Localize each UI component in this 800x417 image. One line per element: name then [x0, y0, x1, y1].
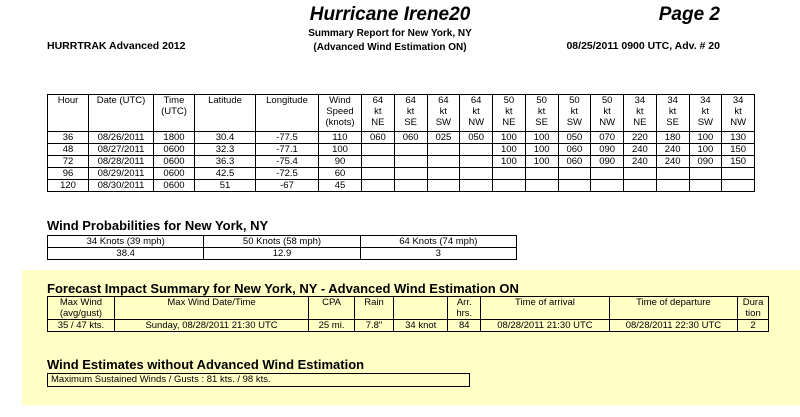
impact-cell: 08/28/2011 21:30 UTC: [481, 320, 609, 332]
forecast-cell: 48: [48, 144, 89, 156]
forecast-cell: [460, 168, 493, 180]
forecast-cell: [362, 144, 395, 156]
forecast-cell: -67: [256, 180, 319, 192]
forecast-cell: [689, 168, 722, 180]
probabilities-value-row: [48, 248, 517, 260]
forecast-cell: 0600: [154, 144, 195, 156]
table-row: [48, 132, 755, 144]
forecast-header-cell: 50 kt SE: [525, 95, 558, 132]
forecast-header-cell: 34 kt NW: [722, 95, 755, 132]
forecast-header-cell: Longitude: [256, 95, 319, 132]
estimates-box: Maximum Sustained Winds / Gusts : 81 kts. / 98 kts.: [47, 373, 470, 387]
forecast-cell: 30.4: [195, 132, 256, 144]
forecast-cell: [362, 156, 395, 168]
forecast-header-cell: 34 kt SW: [689, 95, 722, 132]
forecast-cell: 220: [624, 132, 657, 144]
impact-header-cell: Time of departure: [609, 297, 737, 320]
prob-value-34kt: 38.4: [48, 248, 204, 260]
forecast-header-cell: 34 kt NE: [624, 95, 657, 132]
forecast-cell: 08/27/2011: [89, 144, 154, 156]
table-row: [48, 180, 755, 192]
forecast-cell: 1800: [154, 132, 195, 144]
forecast-cell: [558, 180, 591, 192]
app-name: HURRTRAK Advanced 2012: [47, 40, 186, 52]
impact-header-cell: CPA: [309, 297, 355, 320]
forecast-cell: 050: [558, 132, 591, 144]
forecast-cell: 060: [558, 156, 591, 168]
forecast-cell: 090: [591, 156, 624, 168]
forecast-cell: [558, 168, 591, 180]
forecast-cell: 32.3: [195, 144, 256, 156]
impact-cell: 7.8": [354, 320, 393, 332]
forecast-cell: 100: [493, 144, 526, 156]
subtitle-line-1: Summary Report for New York, NY: [308, 28, 472, 39]
subtitle-line-2: (Advanced Wind Estimation ON): [313, 42, 467, 53]
forecast-cell: [656, 180, 689, 192]
forecast-cell: [427, 168, 460, 180]
forecast-cell: 025: [427, 132, 460, 144]
forecast-cell: 060: [394, 132, 427, 144]
impact-cell: 84: [448, 320, 481, 332]
impact-cell: 08/28/2011 22:30 UTC: [609, 320, 737, 332]
forecast-cell: 130: [722, 132, 755, 144]
impact-header-cell: Dura tion: [738, 297, 769, 320]
forecast-cell: [656, 168, 689, 180]
forecast-header-cell: 50 kt NW: [591, 95, 624, 132]
forecast-cell: 150: [722, 144, 755, 156]
forecast-cell: [493, 180, 526, 192]
forecast-cell: [460, 156, 493, 168]
forecast-cell: [427, 144, 460, 156]
prob-header-50kt: 50 Knots (58 mph): [204, 236, 360, 248]
forecast-cell: -77.5: [256, 132, 319, 144]
table-row: [48, 156, 755, 168]
forecast-cell: [591, 180, 624, 192]
forecast-cell: [624, 168, 657, 180]
forecast-cell: 240: [624, 144, 657, 156]
forecast-cell: 45: [319, 180, 362, 192]
forecast-cell: -72.5: [256, 168, 319, 180]
forecast-cell: [460, 144, 493, 156]
forecast-cell: 070: [591, 132, 624, 144]
forecast-cell: 090: [689, 156, 722, 168]
forecast-cell: 110: [319, 132, 362, 144]
forecast-cell: 42.5: [195, 168, 256, 180]
impact-cell: 34 knot: [394, 320, 448, 332]
forecast-cell: 100: [493, 156, 526, 168]
forecast-cell: 100: [525, 156, 558, 168]
impact-table: [47, 296, 769, 332]
forecast-cell: [591, 168, 624, 180]
forecast-cell: [525, 180, 558, 192]
forecast-cell: [394, 168, 427, 180]
report-title: Hurricane Irene20: [309, 4, 471, 25]
prob-header-64kt: 64 Knots (74 mph): [360, 236, 516, 248]
forecast-cell: 08/29/2011: [89, 168, 154, 180]
forecast-cell: 100: [525, 132, 558, 144]
forecast-cell: 0600: [154, 180, 195, 192]
forecast-cell: 72: [48, 156, 89, 168]
forecast-cell: 100: [319, 144, 362, 156]
table-row: [48, 168, 755, 180]
forecast-cell: 240: [624, 156, 657, 168]
forecast-cell: 100: [689, 132, 722, 144]
forecast-cell: [427, 156, 460, 168]
forecast-cell: 08/28/2011: [89, 156, 154, 168]
forecast-cell: [394, 144, 427, 156]
table-row: [48, 144, 755, 156]
impact-header-cell: Max Wind (avg/gust): [48, 297, 115, 320]
forecast-cell: 120: [48, 180, 89, 192]
impact-header-cell: Rain: [354, 297, 393, 320]
forecast-cell: [493, 168, 526, 180]
forecast-header-cell: 64 kt NW: [460, 95, 493, 132]
impact-header-cell: Time of arrival: [481, 297, 609, 320]
forecast-cell: [689, 180, 722, 192]
advisory-info: 08/25/2011 0900 UTC, Adv. # 20: [566, 40, 720, 52]
forecast-header-cell: 50 kt SW: [558, 95, 591, 132]
forecast-header-cell: 64 kt SE: [394, 95, 427, 132]
forecast-cell: 050: [460, 132, 493, 144]
forecast-cell: [460, 180, 493, 192]
forecast-cell: 51: [195, 180, 256, 192]
probabilities-header-row: [48, 236, 517, 248]
forecast-cell: 100: [525, 144, 558, 156]
forecast-cell: 90: [319, 156, 362, 168]
forecast-table: [47, 94, 755, 192]
impact-header-cell: [394, 297, 448, 320]
forecast-cell: 36: [48, 132, 89, 144]
forecast-cell: [394, 156, 427, 168]
estimates-title: Wind Estimates without Advanced Wind Estimation: [47, 357, 365, 372]
forecast-header-cell: Hour: [48, 95, 89, 132]
forecast-cell: 090: [591, 144, 624, 156]
impact-cell: Sunday, 08/28/2011 21:30 UTC: [114, 320, 308, 332]
prob-value-50kt: 12.9: [204, 248, 360, 260]
probabilities-table: [47, 235, 517, 260]
forecast-cell: [722, 168, 755, 180]
forecast-header-cell: Time (UTC): [154, 95, 195, 132]
forecast-header-cell: 64 kt SW: [427, 95, 460, 132]
forecast-cell: 060: [558, 144, 591, 156]
impact-cell: 2: [738, 320, 769, 332]
page-number: Page 2: [658, 4, 720, 25]
forecast-cell: 180: [656, 132, 689, 144]
forecast-cell: 08/26/2011: [89, 132, 154, 144]
forecast-cell: [362, 168, 395, 180]
forecast-cell: [722, 180, 755, 192]
forecast-cell: 100: [689, 144, 722, 156]
forecast-cell: 240: [656, 144, 689, 156]
forecast-cell: 0600: [154, 168, 195, 180]
forecast-cell: 0600: [154, 156, 195, 168]
forecast-table-header: [48, 95, 755, 132]
impact-cell: 35 / 47 kts.: [48, 320, 115, 332]
forecast-cell: 96: [48, 168, 89, 180]
forecast-header-cell: Wind Speed (knots): [319, 95, 362, 132]
forecast-cell: [427, 180, 460, 192]
probabilities-title: Wind Probabilities for New York, NY: [47, 218, 269, 233]
forecast-cell: [624, 180, 657, 192]
forecast-cell: 150: [722, 156, 755, 168]
forecast-header-cell: 50 kt NE: [493, 95, 526, 132]
forecast-cell: [362, 180, 395, 192]
forecast-table-body: [48, 132, 755, 192]
forecast-header-cell: 64 kt NE: [362, 95, 395, 132]
prob-value-64kt: 3: [360, 248, 516, 260]
forecast-cell: 100: [493, 132, 526, 144]
forecast-cell: [394, 180, 427, 192]
impact-header-cell: Max Wind Date/Time: [114, 297, 308, 320]
forecast-cell: 060: [362, 132, 395, 144]
prob-header-34kt: 34 Knots (39 mph): [48, 236, 204, 248]
forecast-header-cell: Date (UTC): [89, 95, 154, 132]
forecast-cell: [525, 168, 558, 180]
forecast-cell: -77.1: [256, 144, 319, 156]
impact-header-cell: Arr. hrs.: [448, 297, 481, 320]
impact-table-header: [48, 297, 769, 320]
forecast-cell: 08/30/2011: [89, 180, 154, 192]
impact-title: Forecast Impact Summary for New York, NY - Advanced Wind Estimation ON: [47, 281, 519, 296]
report-subtitle: [240, 27, 540, 55]
forecast-cell: -75.4: [256, 156, 319, 168]
impact-table-row: [48, 320, 769, 332]
forecast-header-cell: Latitude: [195, 95, 256, 132]
forecast-cell: 36.3: [195, 156, 256, 168]
forecast-header-cell: 34 kt SE: [656, 95, 689, 132]
impact-cell: 25 mi.: [309, 320, 355, 332]
forecast-cell: 60: [319, 168, 362, 180]
forecast-cell: 240: [656, 156, 689, 168]
